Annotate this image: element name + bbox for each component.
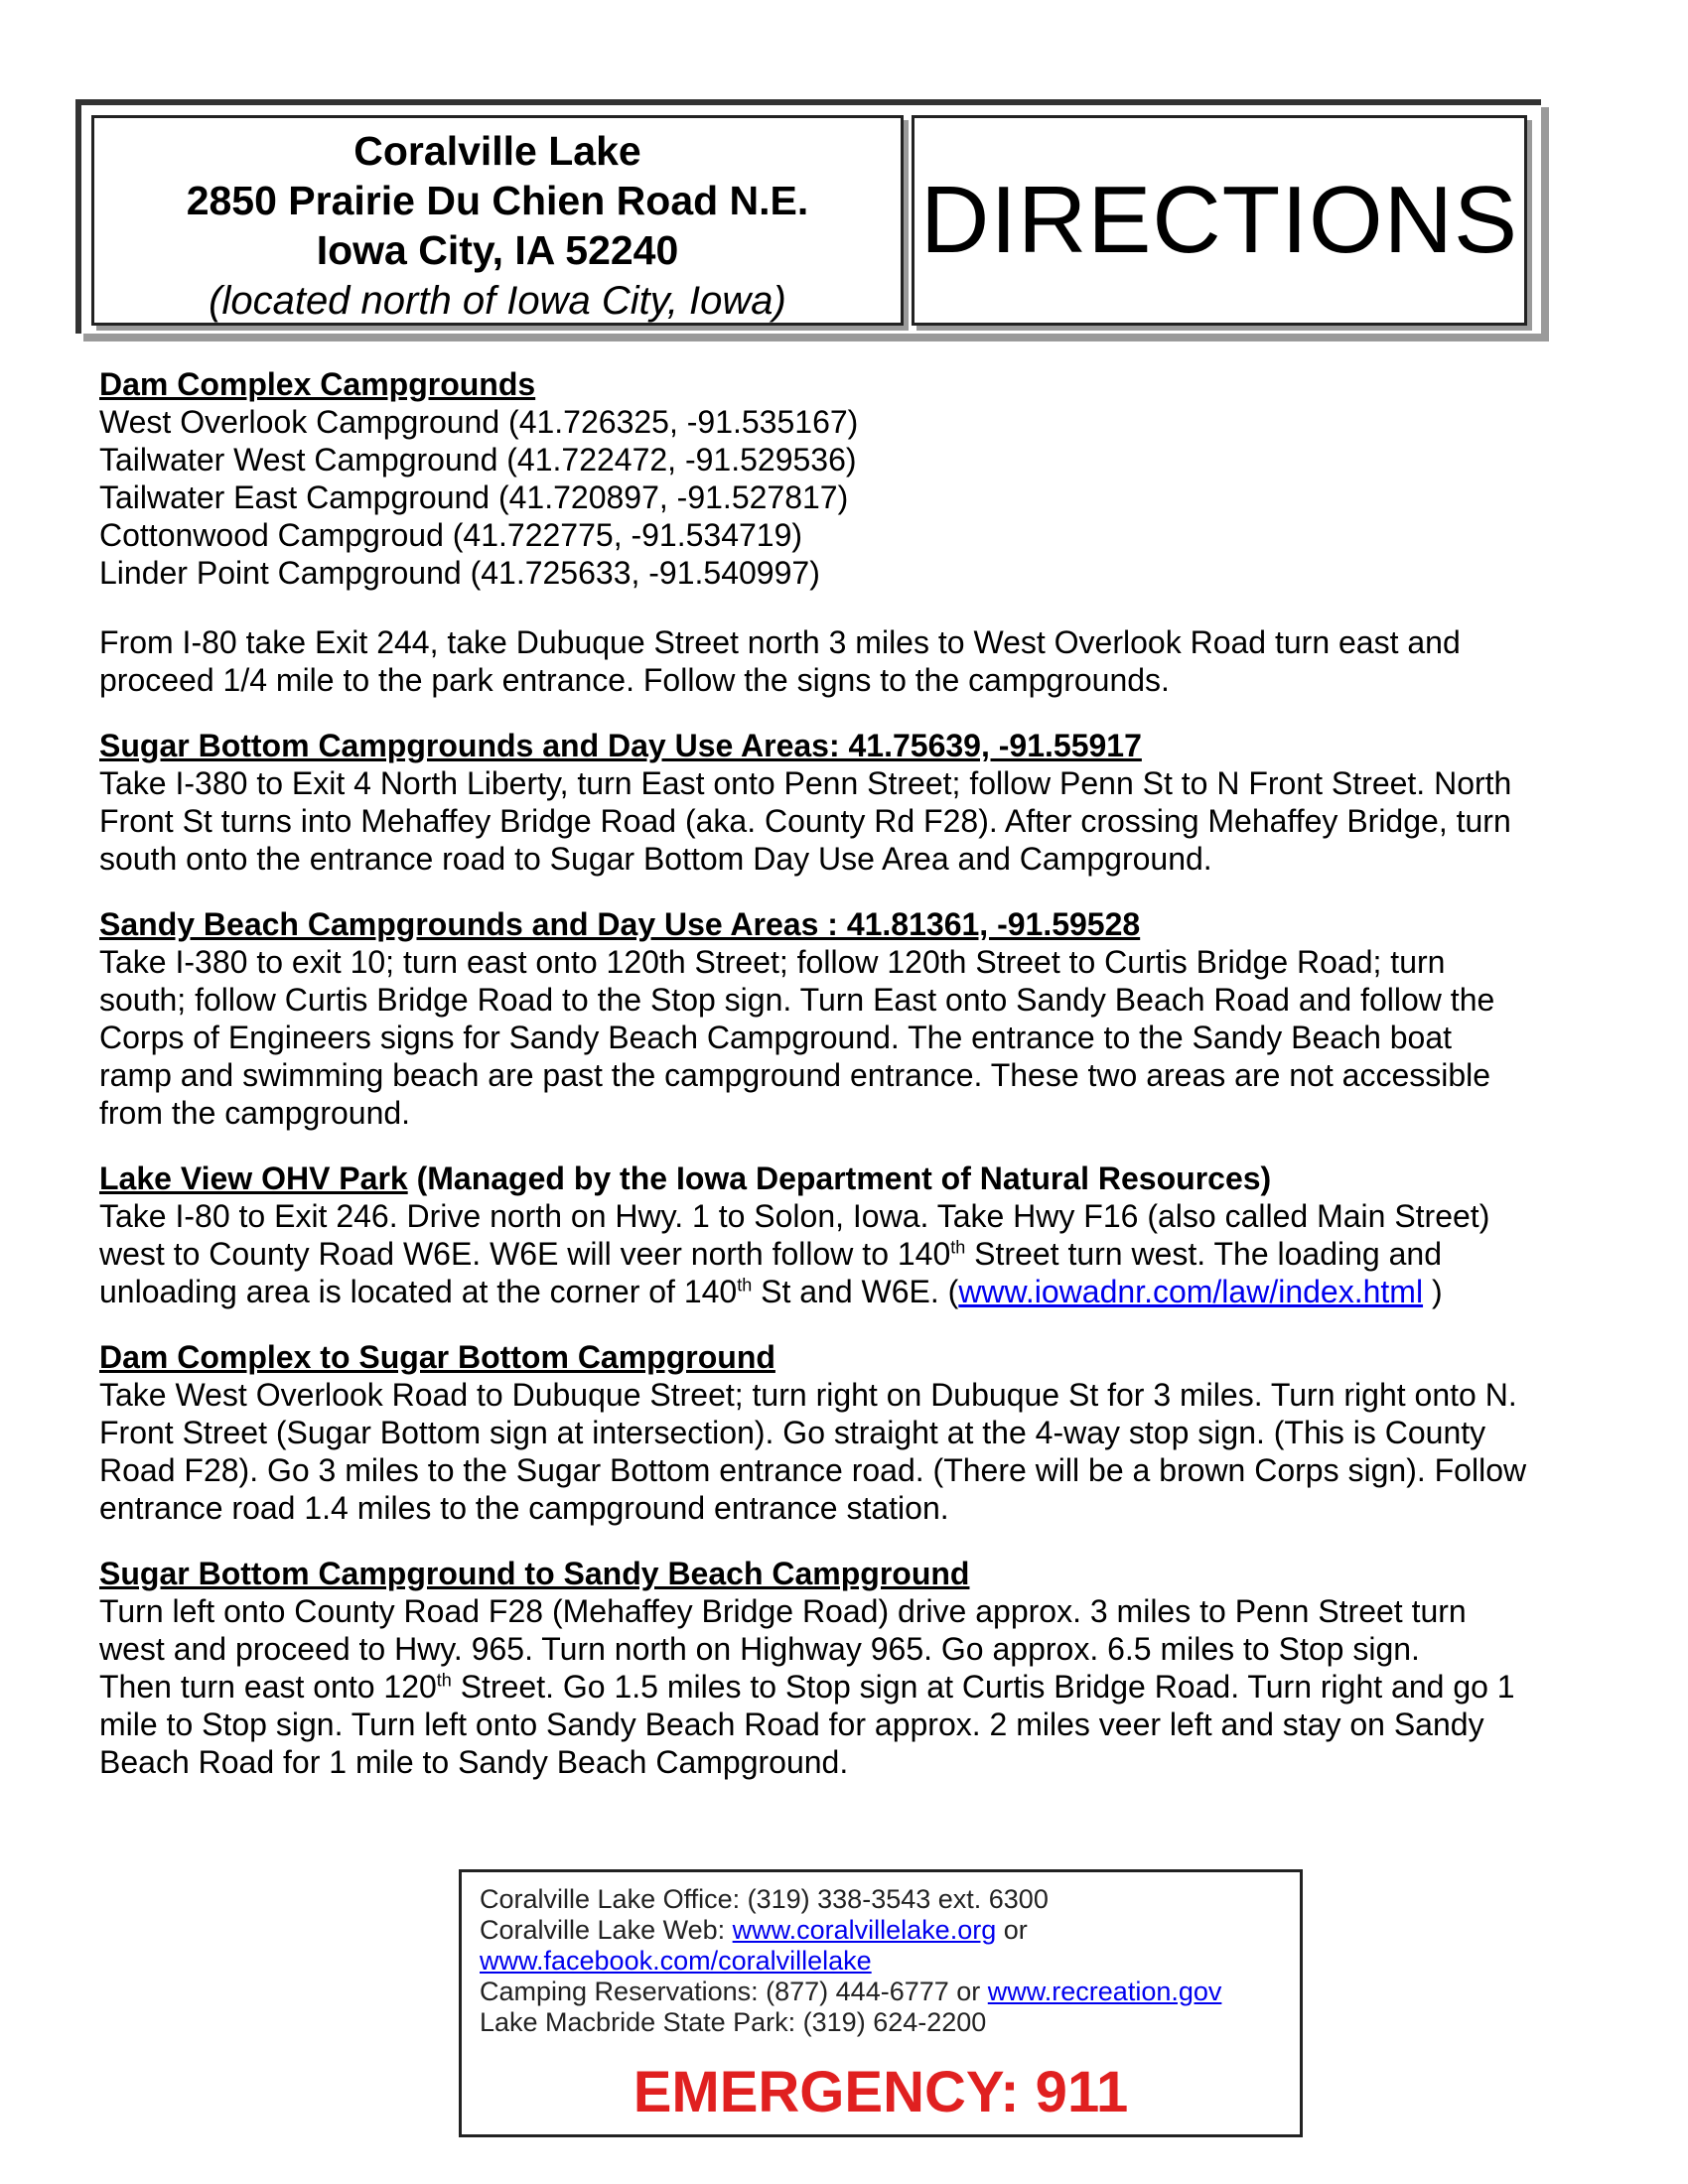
sugar-to-sandy-line: mile to Stop sign. Turn left onto Sandy Beach Road for approx. 2 miles veer left and stay on Sandy	[99, 1706, 1484, 1742]
page-title: DIRECTIONS	[919, 167, 1519, 273]
sandy-directions-line: from the campground.	[99, 1095, 411, 1131]
sugar-to-sandy-line: west and proceed to Hwy. 965. Turn north on Highway 965. Go approx. 6.5 miles to Stop sign.	[99, 1631, 1420, 1667]
web-line: Coralville Lake Web: www.coralvillelake.org or	[480, 1915, 1028, 1945]
campground-item: Cottonwood Campgroud (41.722775, -91.534719)	[99, 517, 803, 553]
campground-item: Linder Point Campground (41.725633, -91.540997)	[99, 555, 820, 591]
sugar-directions-line: Front St turns into Mehaffey Bridge Road (aka. County Rd F28). After crossing Mehaffey Bridge, turn	[99, 803, 1511, 839]
ohv-heading-note: (Managed by the Iowa Department of Natural Resources)	[407, 1160, 1272, 1196]
office-phone: Coralville Lake Office: (319) 338-3543 ext. 6300	[480, 1884, 1049, 1914]
address-city: Iowa City, IA 52240	[316, 227, 679, 273]
section-heading-sugar-bottom: Sugar Bottom Campgrounds and Day Use Areas: 41.75639, -91.55917	[99, 728, 1142, 763]
campground-item: West Overlook Campground (41.726325, -91.535167)	[99, 404, 859, 440]
recreation-gov-link[interactable]: www.recreation.gov	[987, 1977, 1222, 2006]
emergency-number: EMERGENCY: 911	[633, 2060, 1129, 2124]
header-frame	[75, 99, 1541, 334]
sandy-directions-line: ramp and swimming beach are past the campground entrance. These two areas are not accessible	[99, 1057, 1491, 1093]
sugar-to-sandy-line: Turn left onto County Road F28 (Mehaffey Bridge Road) drive approx. 3 miles to Penn Street turn	[99, 1593, 1467, 1629]
sugar-to-sandy-line: Beach Road for 1 mile to Sandy Beach Campground.	[99, 1744, 849, 1780]
section-heading-dam-complex: Dam Complex Campgrounds	[99, 366, 536, 402]
section-heading-sugar-to-sandy: Sugar Bottom Campground to Sandy Beach Campground	[99, 1556, 970, 1591]
directions-content	[99, 365, 1609, 1781]
dam-to-sugar-line: entrance road 1.4 miles to the campground entrance station.	[99, 1490, 949, 1526]
campground-item: Tailwater East Campground (41.720897, -91.527817)	[99, 479, 849, 515]
reservations-line: Camping Reservations: (877) 444-6777 or www.recreation.gov	[480, 1977, 1222, 2006]
coralvillelake-link[interactable]: www.coralvillelake.org	[732, 1915, 997, 1945]
address-name: Coralville Lake	[353, 128, 641, 174]
macbride-phone: Lake Macbride State Park: (319) 624-2200	[480, 2007, 987, 2037]
dam-directions-line: proceed 1/4 mile to the park entrance. Follow the signs to the campgrounds.	[99, 662, 1170, 698]
facebook-link[interactable]: www.facebook.com/coralvillelake	[480, 1946, 872, 1976]
sandy-directions-line: Corps of Engineers signs for Sandy Beach Campground. The entrance to the Sandy Beach boat	[99, 1020, 1453, 1055]
directions-title-box	[912, 115, 1527, 326]
sandy-directions-line: Take I-380 to exit 10; turn east onto 120th Street; follow 120th Street to Curtis Bridge Road; turn	[99, 944, 1446, 980]
sandy-directions-line: south; follow Curtis Bridge Road to the Stop sign. Turn East onto Sandy Beach Road and follow the	[99, 982, 1495, 1018]
section-heading-ohv-park	[99, 1160, 1609, 1197]
sugar-directions-line: south onto the entrance road to Sugar Bottom Day Use Area and Campground.	[99, 841, 1212, 877]
sugar-to-sandy-line: Then turn east onto 120th Street. Go 1.5 miles to Stop sign at Curtis Bridge Road. Turn right and go 1	[99, 1669, 1515, 1705]
ohv-directions-line: unloading area is located at the corner of 140th St and W6E. (www.iowadnr.com/law/index.html )	[99, 1274, 1443, 1309]
sugar-directions-line: Take I-380 to Exit 4 North Liberty, turn East onto Penn Street; follow Penn St to N Front Street. North	[99, 765, 1512, 801]
iowadnr-link[interactable]: www.iowadnr.com/law/index.html	[958, 1274, 1424, 1309]
dam-to-sugar-line: Road F28). Go 3 miles to the Sugar Bottom entrance road. (There will be a brown Corps sign). Follow	[99, 1452, 1527, 1488]
address-street: 2850 Prairie Du Chien Road N.E.	[186, 178, 809, 223]
ohv-directions-line: west to County Road W6E. W6E will veer north follow to 140th Street turn west. The loading and	[99, 1236, 1442, 1272]
ohv-heading-text: Lake View OHV Park	[99, 1160, 408, 1196]
dam-to-sugar-line: Front Street (Sugar Bottom sign at intersection). Go straight at the 4-way stop sign. (This is County	[99, 1415, 1486, 1450]
address-box	[91, 115, 904, 326]
ohv-directions-line: Take I-80 to Exit 246. Drive north on Hwy. 1 to Solon, Iowa. Take Hwy F16 (also called Main Street)	[99, 1198, 1490, 1234]
section-heading-dam-to-sugar: Dam Complex to Sugar Bottom Campground	[99, 1339, 775, 1375]
campground-item: Tailwater West Campground (41.722472, -91.529536)	[99, 442, 857, 478]
dam-to-sugar-line: Take West Overlook Road to Dubuque Street; turn right on Dubuque St for 3 miles. Turn right onto N.	[99, 1377, 1517, 1413]
address-note: (located north of Iowa City, Iowa)	[209, 279, 786, 323]
section-heading-sandy-beach: Sandy Beach Campgrounds and Day Use Areas : 41.81361, -91.59528	[99, 906, 1141, 942]
dam-directions-line: From I-80 take Exit 244, take Dubuque Street north 3 miles to West Overlook Road turn east and	[99, 624, 1461, 660]
contact-box	[459, 1869, 1303, 2137]
